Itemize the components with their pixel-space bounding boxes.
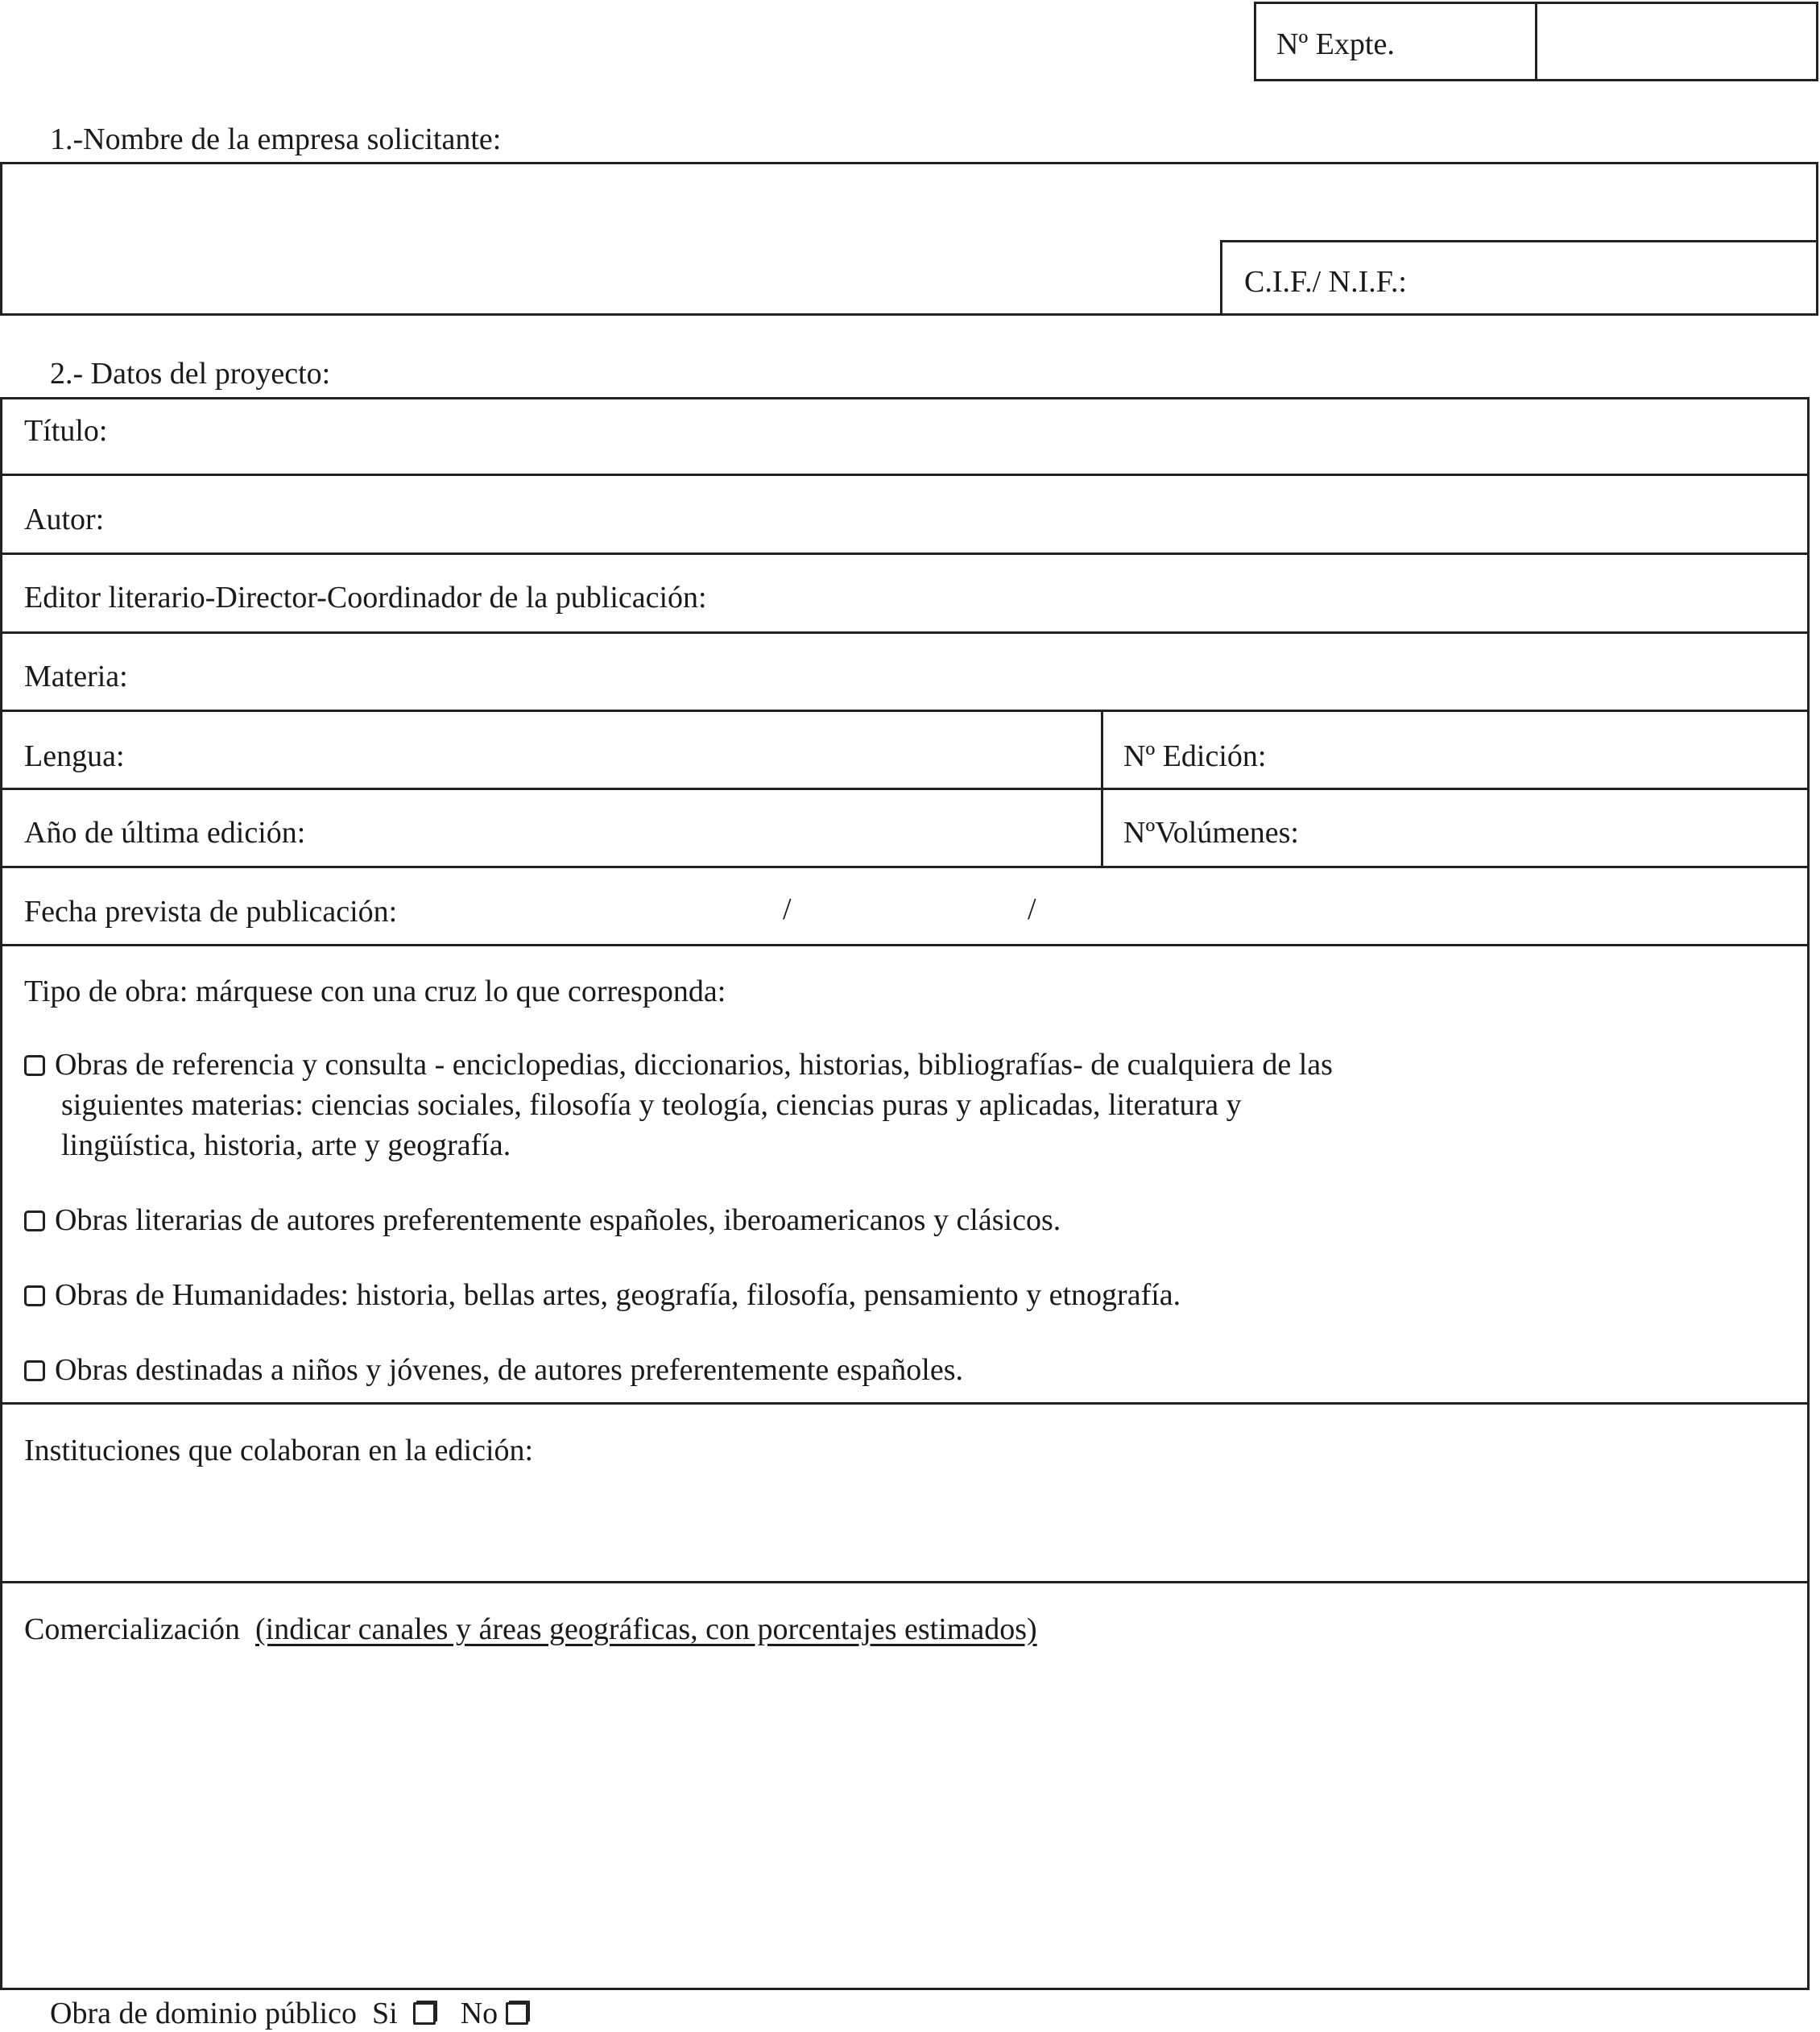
autor-label: Autor: xyxy=(24,503,105,536)
fecha-year-input[interactable] xyxy=(1055,892,1377,929)
autor-input[interactable] xyxy=(137,499,1788,536)
si-checkbox-icon[interactable] xyxy=(413,2002,436,2025)
comercializacion-input[interactable] xyxy=(24,1667,1788,1973)
no-checkbox-icon[interactable] xyxy=(506,2002,528,2025)
section1-title: 1.-Nombre de la empresa solicitante: xyxy=(50,122,502,156)
edicion-input[interactable] xyxy=(1305,736,1788,773)
fecha-label: Fecha prevista de publicación: xyxy=(24,895,398,929)
materia-input[interactable] xyxy=(161,656,1788,693)
si-label: Si xyxy=(371,1997,398,2030)
option-text: Obras literarias de autores preferentemente españoles, iberoamericanos y clásicos. xyxy=(55,1203,1061,1237)
dominio-label: Obra de dominio público xyxy=(50,1997,357,2030)
row-line xyxy=(0,1581,1810,1583)
row-line xyxy=(0,631,1810,634)
company-name-input[interactable] xyxy=(16,185,1208,222)
cif-top-line xyxy=(1220,240,1818,242)
expte-input[interactable] xyxy=(1546,24,1804,61)
dominio-row xyxy=(50,1998,538,2029)
titulo-input[interactable] xyxy=(137,411,1788,448)
comercializacion-title: Comercialización xyxy=(24,1612,240,1646)
edicion-label: Nº Edición: xyxy=(1123,739,1267,773)
volumenes-input[interactable] xyxy=(1353,813,1788,850)
checkbox-icon[interactable] xyxy=(24,1055,45,1076)
row-line xyxy=(0,474,1810,476)
tipo-option-ninos xyxy=(24,1350,963,1390)
fecha-day-input[interactable] xyxy=(515,892,773,929)
checkbox-icon[interactable] xyxy=(24,1211,45,1231)
anio-input[interactable] xyxy=(378,813,1087,850)
fecha-month-input[interactable] xyxy=(805,892,1015,929)
tipo-option-humanidades xyxy=(24,1275,1181,1315)
row-line xyxy=(0,944,1810,946)
cif-label: C.I.F./ N.I.F.: xyxy=(1244,265,1407,299)
no-label: No xyxy=(460,1997,498,2030)
cif-input[interactable] xyxy=(1458,261,1804,298)
editor-label: Editor literario-Director-Coordinador de la publicación: xyxy=(24,581,707,615)
anio-label: Año de última edición: xyxy=(24,816,306,850)
cif-divider xyxy=(1220,240,1222,316)
option-text: Obras destinadas a niños y jóvenes, de autores preferentemente españoles. xyxy=(55,1353,963,1387)
instituciones-input[interactable] xyxy=(24,1482,1788,1571)
option-text: Obras de referencia y consulta - enciclopedias, diccionarios, historias, bibliografías- de cualquiera de las xyxy=(55,1048,1333,1082)
row-line xyxy=(0,866,1810,868)
row-line xyxy=(0,1402,1810,1405)
option-text: Obras de Humanidades: historia, bellas artes, geografía, filosofía, pensamiento y etnografía. xyxy=(55,1278,1181,1312)
option-text: lingüística, historia, arte y geografía. xyxy=(61,1128,511,1162)
tipo-option-referencia xyxy=(24,1045,1333,1165)
editor-input[interactable] xyxy=(886,577,1788,615)
lengua-input[interactable] xyxy=(161,736,1087,773)
materia-label: Materia: xyxy=(24,660,128,693)
section2-title: 2.- Datos del proyecto: xyxy=(50,357,331,391)
fecha-separator: / xyxy=(783,892,792,926)
comercializacion-hint: (indicar canales y áreas geográficas, con porcentajes estimados) xyxy=(255,1612,1037,1646)
titulo-label: Título: xyxy=(24,414,108,448)
row-line xyxy=(0,710,1810,712)
lengua-label: Lengua: xyxy=(24,739,125,773)
row-line xyxy=(0,552,1810,555)
checkbox-icon[interactable] xyxy=(24,1360,45,1381)
expte-divider xyxy=(1535,2,1537,81)
instituciones-label: Instituciones que colaboran en la edición: xyxy=(24,1434,534,1467)
fecha-separator: / xyxy=(1028,892,1036,926)
tipo-option-literarias xyxy=(24,1200,1061,1240)
expte-label: Nº Expte. xyxy=(1276,27,1395,61)
tipo-label: Tipo de obra: márquese con una cruz lo que corresponda: xyxy=(24,975,726,1008)
option-text: siguientes materias: ciencias sociales, filosofía y teología, ciencias puras y aplicadas, literatura y xyxy=(61,1088,1242,1122)
checkbox-icon[interactable] xyxy=(24,1285,45,1306)
comercializacion-label xyxy=(24,1614,1037,1645)
row-line xyxy=(0,788,1810,790)
column-divider xyxy=(1101,710,1103,866)
volumenes-label: NºVolúmenes: xyxy=(1123,816,1299,850)
